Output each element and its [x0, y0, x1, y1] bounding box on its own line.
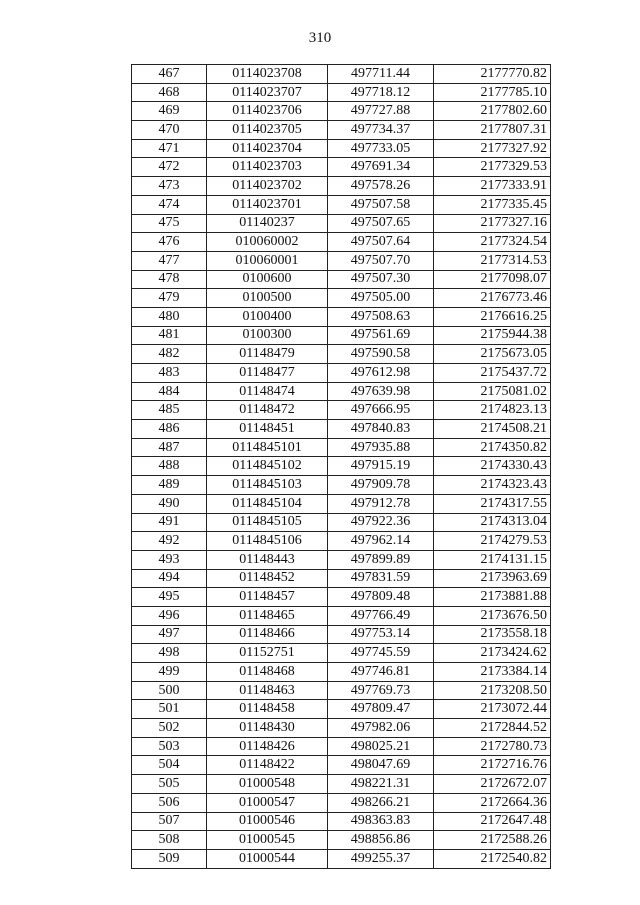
x-coordinate-cell: 497578.26	[328, 177, 434, 196]
x-coordinate-cell: 497718.12	[328, 83, 434, 102]
point-code-cell: 01148422	[207, 756, 328, 775]
point-code-cell: 01000548	[207, 775, 328, 794]
table-row	[132, 756, 551, 775]
y-coordinate-cell: 2177327.16	[434, 214, 551, 233]
y-coordinate-cell: 2172540.82	[434, 849, 551, 868]
table-row	[132, 831, 551, 850]
table-row	[132, 65, 551, 84]
point-number-cell: 475	[132, 214, 207, 233]
x-coordinate-cell: 497915.19	[328, 457, 434, 476]
table-row	[132, 719, 551, 738]
x-coordinate-cell: 497590.58	[328, 345, 434, 364]
point-number-cell: 482	[132, 345, 207, 364]
y-coordinate-cell: 2177802.60	[434, 102, 551, 121]
x-coordinate-cell: 497561.69	[328, 326, 434, 345]
y-coordinate-cell: 2177324.54	[434, 233, 551, 252]
x-coordinate-cell: 497507.65	[328, 214, 434, 233]
x-coordinate-cell: 497612.98	[328, 364, 434, 383]
x-coordinate-cell: 497962.14	[328, 532, 434, 551]
point-code-cell: 01148477	[207, 364, 328, 383]
y-coordinate-cell: 2177807.31	[434, 121, 551, 140]
table-row	[132, 83, 551, 102]
x-coordinate-cell: 497831.59	[328, 569, 434, 588]
y-coordinate-cell: 2175673.05	[434, 345, 551, 364]
y-coordinate-cell: 2177333.91	[434, 177, 551, 196]
x-coordinate-cell: 497711.44	[328, 65, 434, 84]
point-number-cell: 505	[132, 775, 207, 794]
point-number-cell: 507	[132, 812, 207, 831]
y-coordinate-cell: 2174131.15	[434, 550, 551, 569]
x-coordinate-cell: 497691.34	[328, 158, 434, 177]
y-coordinate-cell: 2172588.26	[434, 831, 551, 850]
table-row	[132, 401, 551, 420]
y-coordinate-cell: 2172647.48	[434, 812, 551, 831]
x-coordinate-cell: 497912.78	[328, 494, 434, 513]
x-coordinate-cell: 497840.83	[328, 420, 434, 439]
point-number-cell: 472	[132, 158, 207, 177]
table-row	[132, 513, 551, 532]
y-coordinate-cell: 2177314.53	[434, 251, 551, 270]
point-code-cell: 0114845105	[207, 513, 328, 532]
table-row	[132, 812, 551, 831]
x-coordinate-cell: 497809.47	[328, 700, 434, 719]
coordinates-table-body	[132, 65, 551, 869]
y-coordinate-cell: 2172716.76	[434, 756, 551, 775]
point-code-cell: 0114023705	[207, 121, 328, 140]
table-row	[132, 494, 551, 513]
point-number-cell: 503	[132, 737, 207, 756]
table-row	[132, 382, 551, 401]
point-number-cell: 493	[132, 550, 207, 569]
y-coordinate-cell: 2174279.53	[434, 532, 551, 551]
y-coordinate-cell: 2174317.55	[434, 494, 551, 513]
table-row	[132, 569, 551, 588]
table-row	[132, 849, 551, 868]
x-coordinate-cell: 497507.70	[328, 251, 434, 270]
table-row	[132, 457, 551, 476]
x-coordinate-cell: 497733.05	[328, 139, 434, 158]
point-code-cell: 0114845104	[207, 494, 328, 513]
table-row	[132, 476, 551, 495]
point-code-cell: 01000544	[207, 849, 328, 868]
point-code-cell: 0114023706	[207, 102, 328, 121]
y-coordinate-cell: 2174323.43	[434, 476, 551, 495]
x-coordinate-cell: 497508.63	[328, 307, 434, 326]
x-coordinate-cell: 497766.49	[328, 606, 434, 625]
point-code-cell: 01000547	[207, 793, 328, 812]
table-row	[132, 625, 551, 644]
x-coordinate-cell: 497899.89	[328, 550, 434, 569]
point-code-cell: 0114845101	[207, 438, 328, 457]
point-code-cell: 01152751	[207, 644, 328, 663]
point-code-cell: 01148457	[207, 588, 328, 607]
point-code-cell: 0114845106	[207, 532, 328, 551]
y-coordinate-cell: 2174313.04	[434, 513, 551, 532]
table-row	[132, 700, 551, 719]
table-row	[132, 233, 551, 252]
point-code-cell: 01148465	[207, 606, 328, 625]
table-row	[132, 364, 551, 383]
table-row	[132, 438, 551, 457]
point-number-cell: 478	[132, 270, 207, 289]
table-row	[132, 158, 551, 177]
table-row	[132, 681, 551, 700]
table-row	[132, 326, 551, 345]
point-code-cell: 01000546	[207, 812, 328, 831]
table-row	[132, 214, 551, 233]
y-coordinate-cell: 2174350.82	[434, 438, 551, 457]
y-coordinate-cell: 2173881.88	[434, 588, 551, 607]
point-code-cell: 01148430	[207, 719, 328, 738]
point-number-cell: 469	[132, 102, 207, 121]
point-number-cell: 487	[132, 438, 207, 457]
x-coordinate-cell: 497935.88	[328, 438, 434, 457]
point-code-cell: 01148426	[207, 737, 328, 756]
point-number-cell: 476	[132, 233, 207, 252]
x-coordinate-cell: 497507.58	[328, 195, 434, 214]
x-coordinate-cell: 498363.83	[328, 812, 434, 831]
point-number-cell: 486	[132, 420, 207, 439]
x-coordinate-cell: 497922.36	[328, 513, 434, 532]
table-row	[132, 139, 551, 158]
y-coordinate-cell: 2174330.43	[434, 457, 551, 476]
point-code-cell: 0114023701	[207, 195, 328, 214]
point-code-cell: 0100500	[207, 289, 328, 308]
point-code-cell: 01148443	[207, 550, 328, 569]
point-number-cell: 477	[132, 251, 207, 270]
point-number-cell: 473	[132, 177, 207, 196]
point-code-cell: 010060001	[207, 251, 328, 270]
y-coordinate-cell: 2177770.82	[434, 65, 551, 84]
point-code-cell: 0114023707	[207, 83, 328, 102]
table-row	[132, 737, 551, 756]
point-code-cell: 0114845102	[207, 457, 328, 476]
x-coordinate-cell: 497809.48	[328, 588, 434, 607]
point-code-cell: 01000545	[207, 831, 328, 850]
table-row	[132, 307, 551, 326]
table-row	[132, 663, 551, 682]
point-code-cell: 01148468	[207, 663, 328, 682]
point-number-cell: 483	[132, 364, 207, 383]
point-number-cell: 484	[132, 382, 207, 401]
y-coordinate-cell: 2177098.07	[434, 270, 551, 289]
y-coordinate-cell: 2173963.69	[434, 569, 551, 588]
point-number-cell: 506	[132, 793, 207, 812]
y-coordinate-cell: 2173558.18	[434, 625, 551, 644]
point-number-cell: 489	[132, 476, 207, 495]
x-coordinate-cell: 497507.64	[328, 233, 434, 252]
y-coordinate-cell: 2173676.50	[434, 606, 551, 625]
x-coordinate-cell: 497746.81	[328, 663, 434, 682]
point-number-cell: 501	[132, 700, 207, 719]
point-number-cell: 474	[132, 195, 207, 214]
x-coordinate-cell: 497507.30	[328, 270, 434, 289]
point-number-cell: 492	[132, 532, 207, 551]
point-code-cell: 0114845103	[207, 476, 328, 495]
table-row	[132, 644, 551, 663]
y-coordinate-cell: 2172672.07	[434, 775, 551, 794]
table-row	[132, 420, 551, 439]
y-coordinate-cell: 2173208.50	[434, 681, 551, 700]
table-row	[132, 121, 551, 140]
point-code-cell: 0100400	[207, 307, 328, 326]
x-coordinate-cell: 498047.69	[328, 756, 434, 775]
y-coordinate-cell: 2175944.38	[434, 326, 551, 345]
point-number-cell: 502	[132, 719, 207, 738]
point-number-cell: 508	[132, 831, 207, 850]
y-coordinate-cell: 2177785.10	[434, 83, 551, 102]
point-code-cell: 0100300	[207, 326, 328, 345]
y-coordinate-cell: 2172664.36	[434, 793, 551, 812]
point-number-cell: 504	[132, 756, 207, 775]
page-number: 310	[308, 30, 332, 46]
y-coordinate-cell: 2176616.25	[434, 307, 551, 326]
point-number-cell: 497	[132, 625, 207, 644]
x-coordinate-cell: 498856.86	[328, 831, 434, 850]
x-coordinate-cell: 498025.21	[328, 737, 434, 756]
table-row	[132, 177, 551, 196]
point-code-cell: 01148479	[207, 345, 328, 364]
point-code-cell: 01148452	[207, 569, 328, 588]
point-code-cell: 01140237	[207, 214, 328, 233]
x-coordinate-cell: 498266.21	[328, 793, 434, 812]
point-number-cell: 479	[132, 289, 207, 308]
point-number-cell: 498	[132, 644, 207, 663]
point-number-cell: 496	[132, 606, 207, 625]
point-code-cell: 0114023703	[207, 158, 328, 177]
y-coordinate-cell: 2173072.44	[434, 700, 551, 719]
point-number-cell: 494	[132, 569, 207, 588]
point-number-cell: 468	[132, 83, 207, 102]
table-row	[132, 270, 551, 289]
x-coordinate-cell: 497769.73	[328, 681, 434, 700]
point-number-cell: 499	[132, 663, 207, 682]
point-code-cell: 0114023702	[207, 177, 328, 196]
y-coordinate-cell: 2172780.73	[434, 737, 551, 756]
x-coordinate-cell: 497753.14	[328, 625, 434, 644]
y-coordinate-cell: 2174823.13	[434, 401, 551, 420]
table-row	[132, 289, 551, 308]
x-coordinate-cell: 497505.00	[328, 289, 434, 308]
y-coordinate-cell: 2176773.46	[434, 289, 551, 308]
point-number-cell: 488	[132, 457, 207, 476]
table-row	[132, 793, 551, 812]
x-coordinate-cell: 497745.59	[328, 644, 434, 663]
point-number-cell: 491	[132, 513, 207, 532]
x-coordinate-cell: 497734.37	[328, 121, 434, 140]
x-coordinate-cell: 498221.31	[328, 775, 434, 794]
y-coordinate-cell: 2173384.14	[434, 663, 551, 682]
point-code-cell: 01148472	[207, 401, 328, 420]
point-code-cell: 010060002	[207, 233, 328, 252]
y-coordinate-cell: 2172844.52	[434, 719, 551, 738]
x-coordinate-cell: 497727.88	[328, 102, 434, 121]
point-number-cell: 509	[132, 849, 207, 868]
point-number-cell: 481	[132, 326, 207, 345]
table-row	[132, 195, 551, 214]
point-code-cell: 0114023704	[207, 139, 328, 158]
x-coordinate-cell: 499255.37	[328, 849, 434, 868]
point-number-cell: 495	[132, 588, 207, 607]
coordinates-table	[131, 64, 551, 869]
table-row	[132, 588, 551, 607]
point-code-cell: 0114023708	[207, 65, 328, 84]
table-row	[132, 775, 551, 794]
table-row	[132, 102, 551, 121]
y-coordinate-cell: 2174508.21	[434, 420, 551, 439]
point-code-cell: 01148474	[207, 382, 328, 401]
y-coordinate-cell: 2177329.53	[434, 158, 551, 177]
x-coordinate-cell: 497909.78	[328, 476, 434, 495]
point-number-cell: 500	[132, 681, 207, 700]
table-row	[132, 550, 551, 569]
table-row	[132, 606, 551, 625]
table-row	[132, 251, 551, 270]
x-coordinate-cell: 497666.95	[328, 401, 434, 420]
x-coordinate-cell: 497982.06	[328, 719, 434, 738]
y-coordinate-cell: 2177335.45	[434, 195, 551, 214]
y-coordinate-cell: 2175437.72	[434, 364, 551, 383]
table-row	[132, 345, 551, 364]
point-number-cell: 490	[132, 494, 207, 513]
point-code-cell: 01148466	[207, 625, 328, 644]
point-number-cell: 470	[132, 121, 207, 140]
y-coordinate-cell: 2175081.02	[434, 382, 551, 401]
point-number-cell: 471	[132, 139, 207, 158]
table-row	[132, 532, 551, 551]
y-coordinate-cell: 2173424.62	[434, 644, 551, 663]
point-code-cell: 0100600	[207, 270, 328, 289]
x-coordinate-cell: 497639.98	[328, 382, 434, 401]
point-number-cell: 485	[132, 401, 207, 420]
point-code-cell: 01148458	[207, 700, 328, 719]
point-code-cell: 01148463	[207, 681, 328, 700]
point-code-cell: 01148451	[207, 420, 328, 439]
point-number-cell: 467	[132, 65, 207, 84]
y-coordinate-cell: 2177327.92	[434, 139, 551, 158]
point-number-cell: 480	[132, 307, 207, 326]
